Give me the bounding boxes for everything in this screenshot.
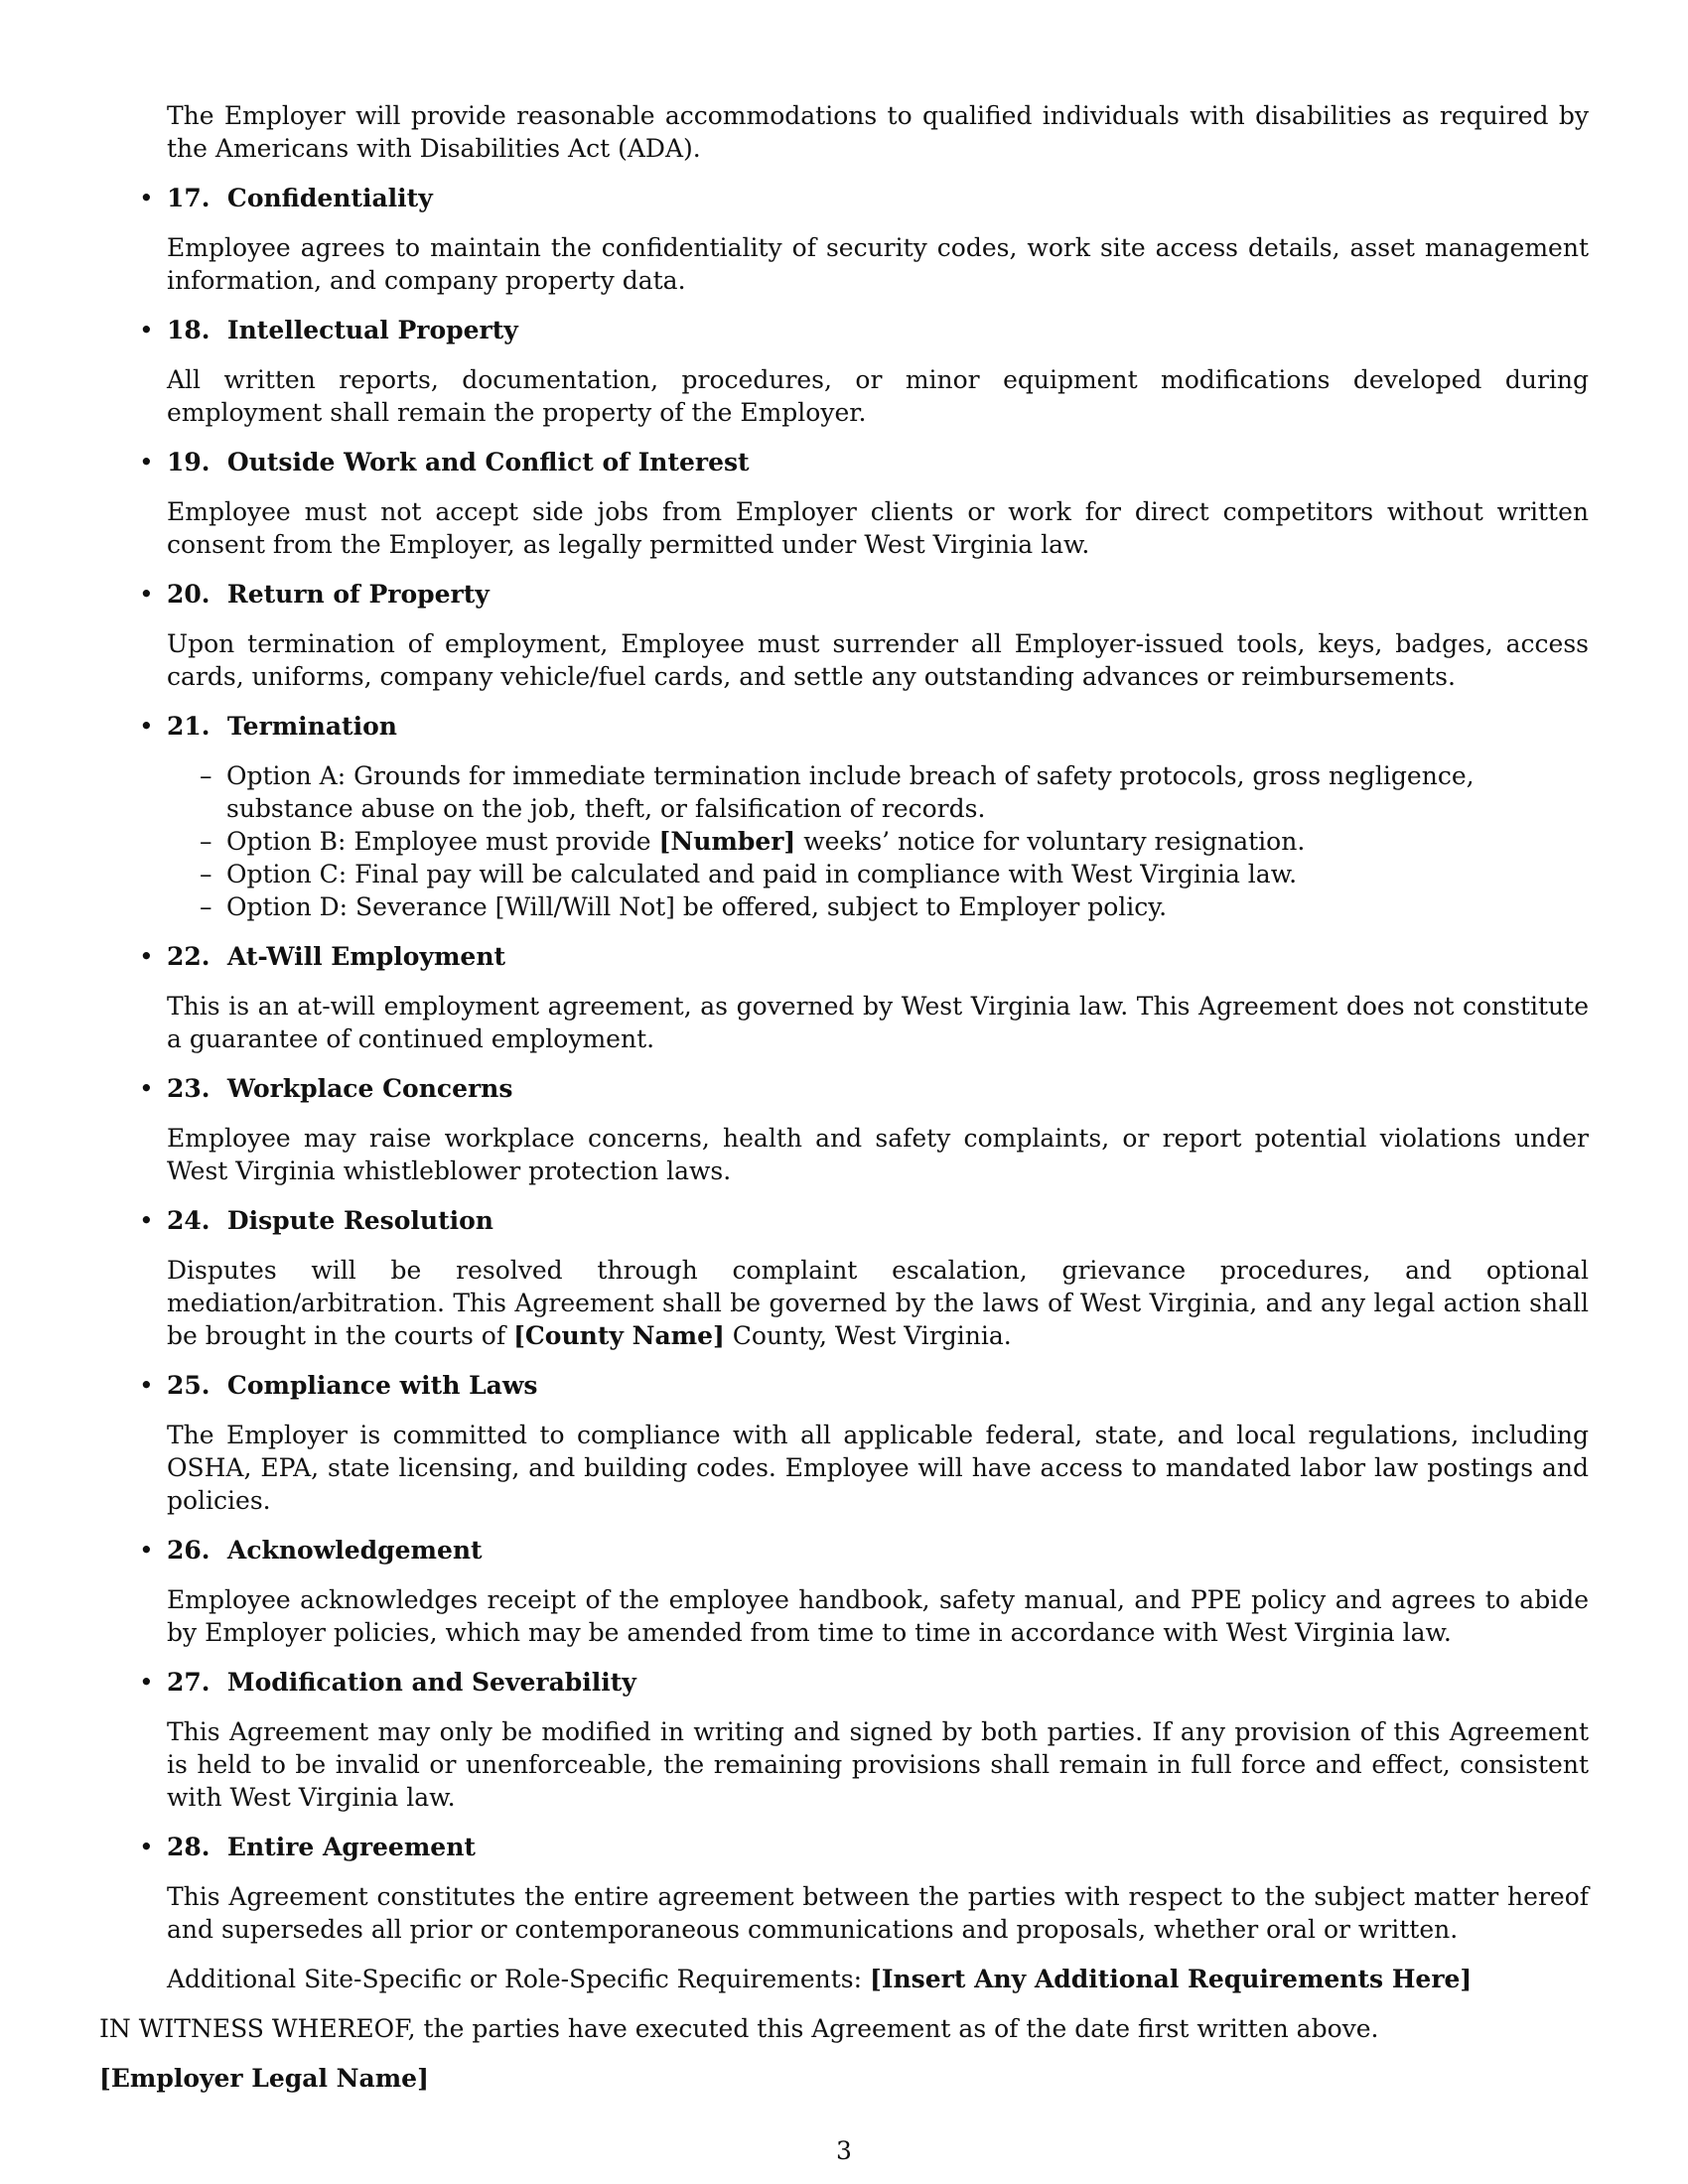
- section-title: 23. Workplace Concerns: [167, 1074, 513, 1103]
- termination-options: [167, 759, 1589, 923]
- section-title: 18. Intellectual Property: [167, 316, 518, 344]
- bullet-icon: •: [139, 1668, 154, 1697]
- section-title: 27. Modification and Severability: [167, 1668, 636, 1697]
- page-number: 3: [836, 2136, 852, 2165]
- bullet-icon: •: [139, 580, 154, 609]
- section-26: [139, 1534, 1589, 1649]
- section-18: [139, 314, 1589, 429]
- dash-icon: –: [200, 761, 212, 790]
- placeholder-number: [Number]: [658, 827, 796, 856]
- dash-icon: –: [200, 827, 212, 856]
- section-20: [139, 578, 1589, 693]
- section-title: 21. Termination: [167, 712, 397, 741]
- bullet-icon: •: [139, 1074, 154, 1103]
- placeholder-county-name: [County Name]: [513, 1321, 725, 1350]
- bullet-icon: •: [139, 1206, 154, 1235]
- additional-requirements: Additional Site-Specific or Role-Specific Requirements: [Insert Any Additional Requirements Here]: [167, 1965, 1473, 1993]
- section-title: 25. Compliance with Laws: [167, 1371, 538, 1400]
- dash-icon: –: [200, 860, 212, 888]
- bullet-icon: •: [139, 1371, 154, 1400]
- section-title: 19. Outside Work and Conflict of Interest: [167, 448, 750, 477]
- section-title: 28. Entire Agreement: [167, 1833, 476, 1861]
- placeholder-additional-requirements: [Insert Any Additional Requirements Here]: [869, 1965, 1473, 1993]
- section-title: 26. Acknowledgement: [167, 1536, 483, 1565]
- bullet-icon: •: [139, 184, 154, 212]
- bullet-icon: •: [139, 1536, 154, 1565]
- section-body: This Agreement may only be modified in writing and signed by both parties. If any provision of this Agreement is held to be invalid or unenforceable, the remaining provisions shall remain in full force and effect, consistent with West Virginia law.: [167, 1717, 1589, 1812]
- section-17: [139, 182, 1589, 297]
- bullet-icon: •: [139, 448, 154, 477]
- dash-icon: –: [200, 892, 212, 921]
- bullet-icon: •: [139, 942, 154, 971]
- section-body: This Agreement constitutes the entire agreement between the parties with respect to the subject matter hereof and supersedes all prior or contemporaneous communications and proposals, whether oral or written.: [167, 1882, 1589, 1944]
- section-body: All written reports, documentation, procedures, or minor equipment modifications developed during employment shall remain the property of the Employer.: [167, 365, 1589, 427]
- section-body: Employee acknowledges receipt of the employee handbook, safety manual, and PPE policy and agrees to abide by Employer policies, which may be amended from time to time in accordance with West Virginia law.: [167, 1585, 1589, 1647]
- list-item: – Option B: Employee must provide [Number] weeks’ notice for voluntary resignation.: [200, 827, 1306, 856]
- section-24: [139, 1204, 1589, 1352]
- section-23: [139, 1072, 1589, 1187]
- witness-statement: IN WITNESS WHEREOF, the parties have executed this Agreement as of the date first written above.: [99, 2014, 1379, 2043]
- section-22: [139, 940, 1589, 1055]
- section-body: Upon termination of employment, Employee must surrender all Employer-issued tools, keys, badges, access cards, uniforms, company vehicle/fuel cards, and settle any outstanding advances or reimbursements.: [167, 629, 1589, 691]
- list-item: – Option D: Severance [Will/Will Not] be offered, subject to Employer policy.: [200, 892, 1168, 921]
- bullet-icon: •: [139, 1833, 154, 1861]
- section-25: [139, 1369, 1589, 1517]
- bullet-icon: •: [139, 712, 154, 741]
- section-27: [139, 1666, 1589, 1814]
- section-title: 22. At-Will Employment: [167, 942, 506, 971]
- section-body: Employee may raise workplace concerns, health and safety complaints, or report potential violations under West Virginia whistleblower protection laws.: [167, 1124, 1589, 1185]
- section-body: Disputes will be resolved through complaint escalation, grievance procedures, and optional mediation/arbitration. This Agreement shall be governed by the laws of West Virginia, and any legal action shall be brought in the courts of [County Name] County, West Virginia.: [167, 1256, 1589, 1350]
- bullet-icon: •: [139, 316, 154, 344]
- section-body: This is an at-will employment agreement, as governed by West Virginia law. This Agreement does not constitute a guarantee of continued employment.: [167, 992, 1589, 1053]
- employer-signature-placeholder: [Employer Legal Name]: [99, 2064, 429, 2093]
- section-21: [139, 710, 1589, 923]
- section-body: Employee agrees to maintain the confidentiality of security codes, work site access details, asset management information, and company property data.: [167, 233, 1589, 295]
- list-item: – Option C: Final pay will be calculated and paid in compliance with West Virginia law.: [200, 860, 1298, 888]
- section-title: 20. Return of Property: [167, 580, 490, 609]
- section-title: 24. Dispute Resolution: [167, 1206, 493, 1235]
- intro-paragraph: The Employer will provide reasonable accommodations to qualified individuals with disabilities as required by the Americans with Disabilities Act (ADA).: [167, 101, 1589, 163]
- section-body: Employee must not accept side jobs from Employer clients or work for direct competitors without written consent from the Employer, as legally permitted under West Virginia law.: [167, 497, 1589, 559]
- document-page: [99, 99, 1589, 2095]
- section-28: [139, 1831, 1589, 1995]
- section-19: [139, 446, 1589, 561]
- section-body: The Employer is committed to compliance with all applicable federal, state, and local regulations, including OSHA, EPA, state licensing, and building codes. Employee will have access to mandated labor law postings and policies.: [167, 1421, 1589, 1515]
- section-title: 17. Confidentiality: [167, 184, 433, 212]
- list-item: – Option A: Grounds for immediate termination include breach of safety protocols, gross negligence, substance abuse on the job, theft, or falsification of records.: [200, 761, 1475, 823]
